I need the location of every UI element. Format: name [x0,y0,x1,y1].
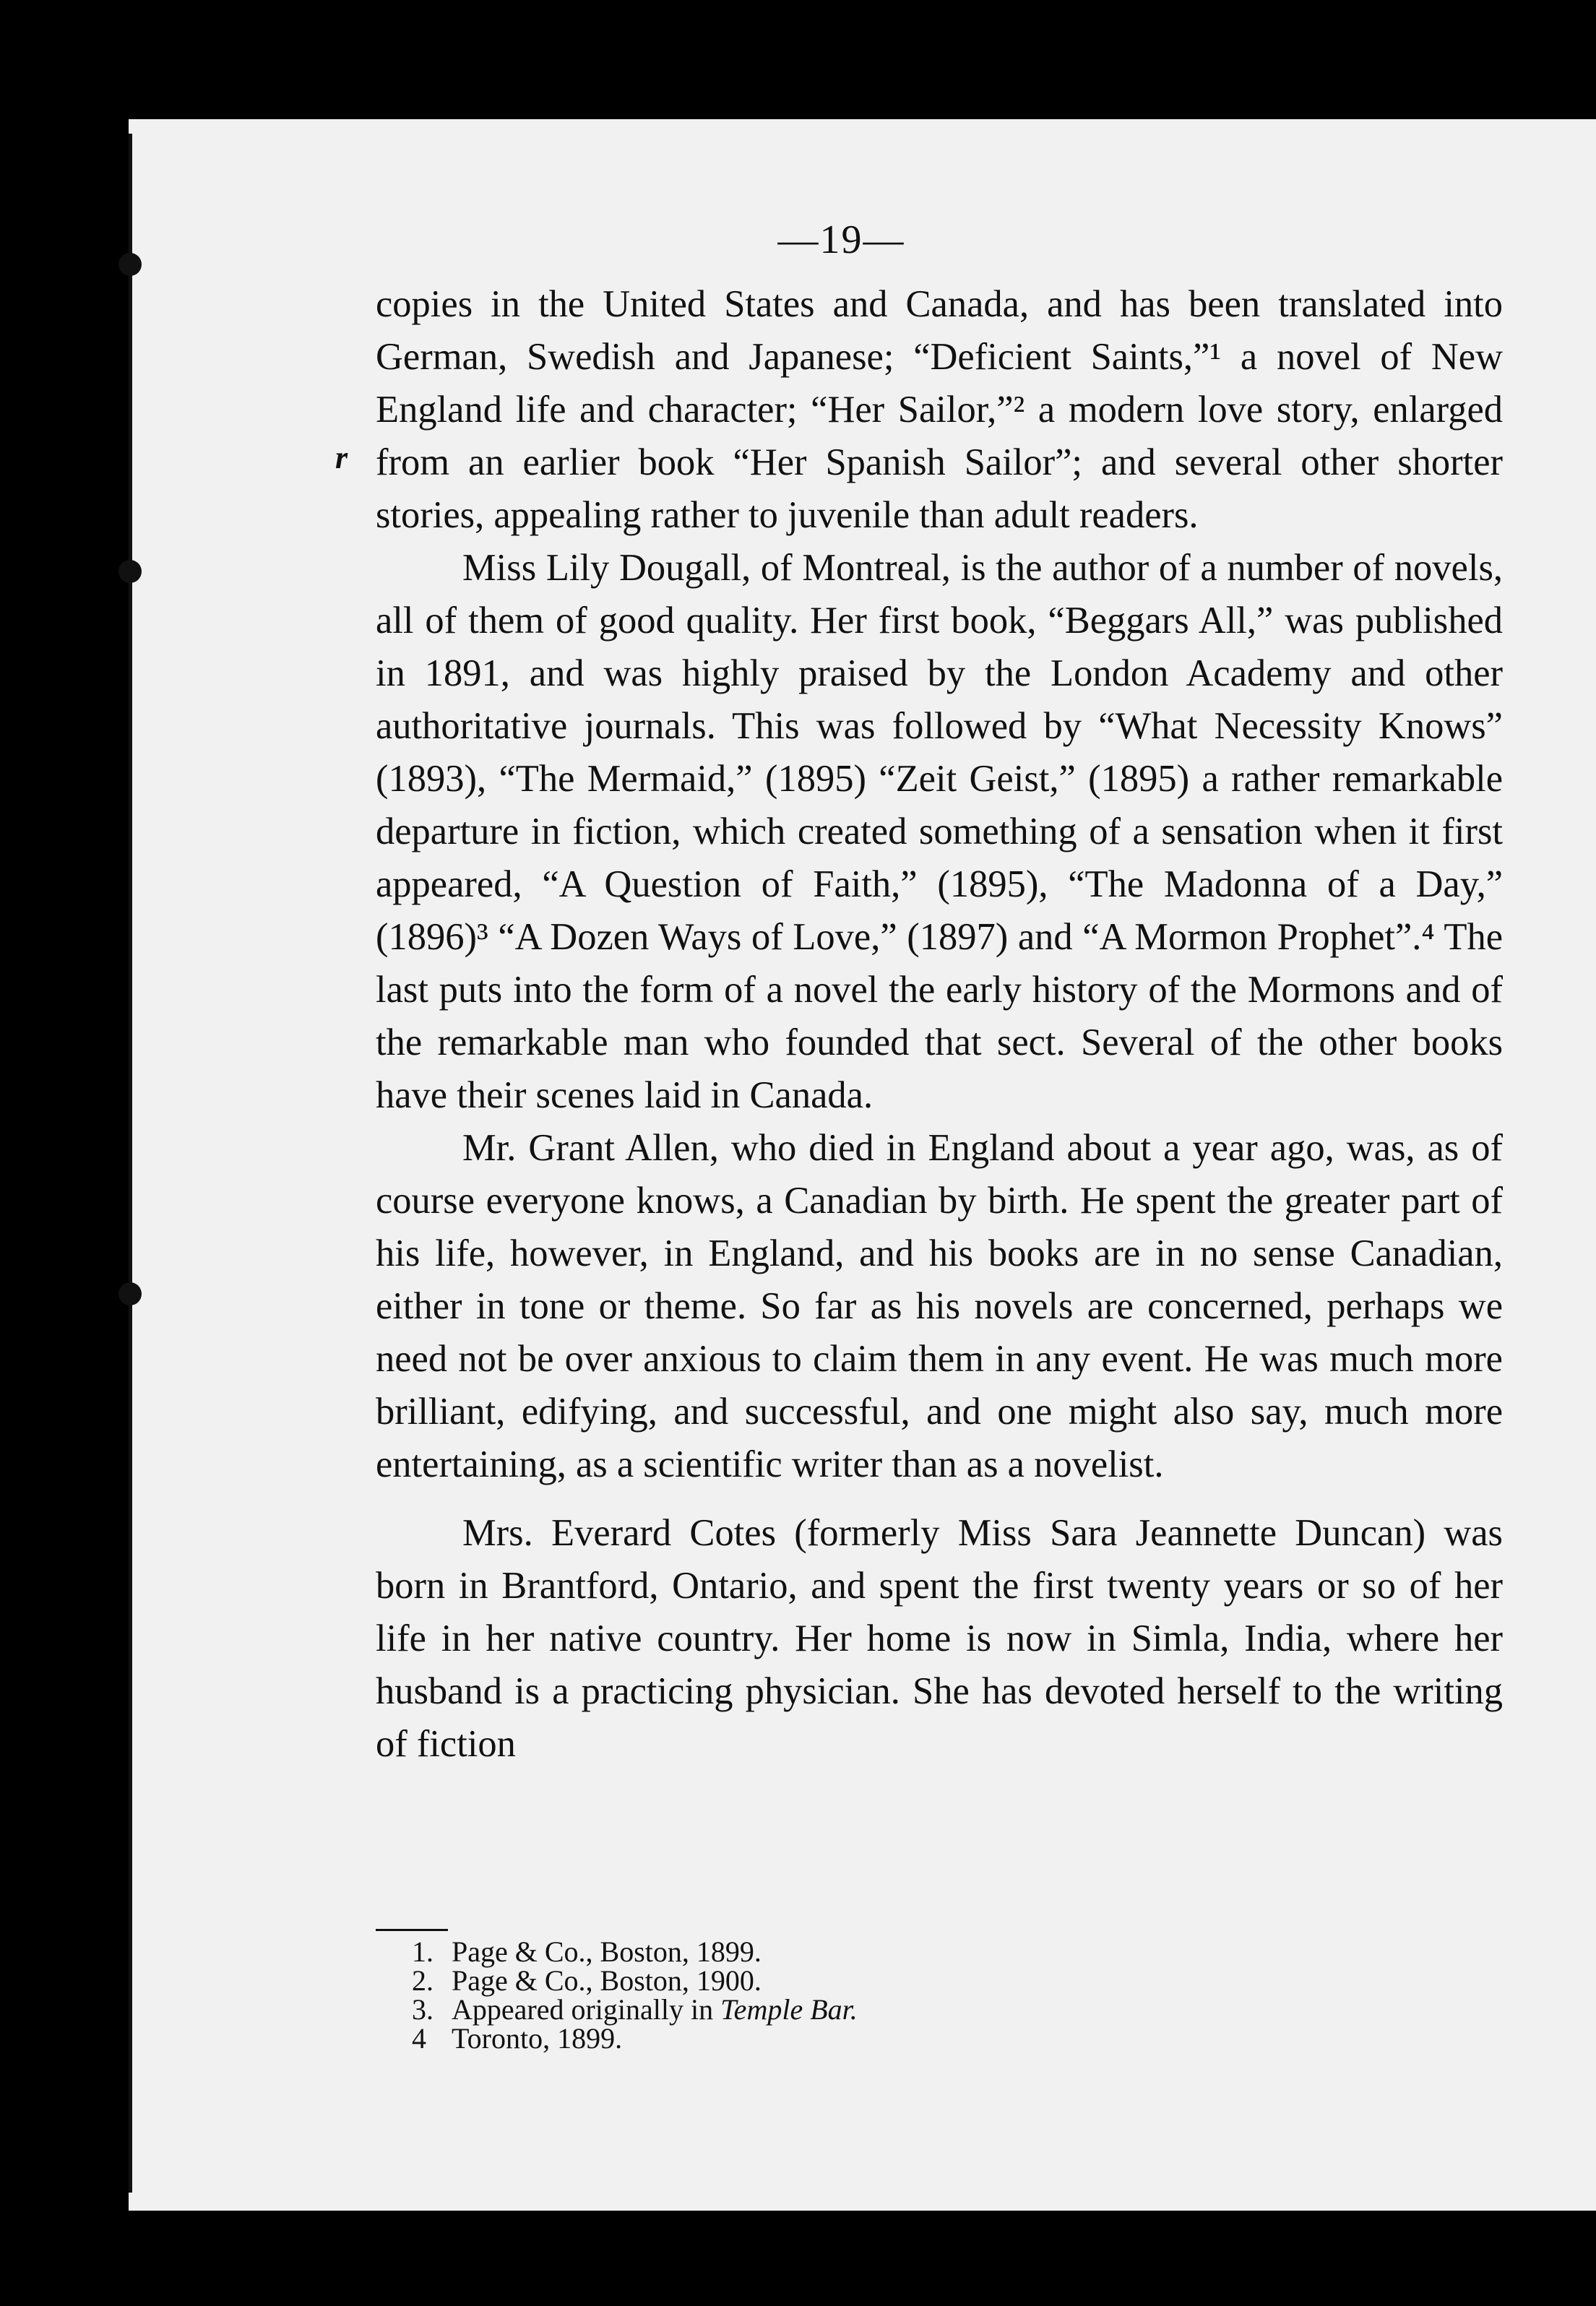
footnote [412,1935,1351,1968]
margin-mark: r [335,440,348,475]
footnote [412,1995,1351,2024]
binding-line [129,134,132,2193]
footnote-number: 1. [412,1935,433,1968]
footnote-number: 3. [412,1993,433,2026]
footnote-title: Temple Bar. [720,1993,858,2026]
paragraph: Mrs. Everard Cotes (formerly Miss Sara Jeannette Duncan) was born in Brantford, Ontario, and spent the first twenty years or so of her life in her native country. Her home is now in Simla, India, where her husband is a practicing physician. She has devoted herself to the writing of fiction [376,1512,1503,1765]
binding-mark [118,1282,142,1305]
footnote-text: Appeared originally in [452,1993,721,2026]
footnote-number: 2. [412,1964,433,1997]
binding-edge [117,134,143,2193]
footnote-rule [376,1929,448,1931]
paragraph: copies in the United States and Canada, and has been translated into German, Swedish and Japanese; “Deficient Saints,”¹ a novel of New England life and character; “Her Sailor,”² a modern love story, enlarged from an earlier book “Her Spanish Sailor”; and several other shorter stories, appealing rather to juvenile than adult readers. [376,283,1503,536]
footnote-text: Page & Co., Boston, 1900. [452,1964,762,1997]
binding-mark [118,560,142,583]
body-text [376,278,1503,1771]
footnote-text: Page & Co., Boston, 1899. [452,1935,762,1968]
footnote [412,2024,1351,2053]
footnotes [412,1935,1351,2055]
page-number: —19— [777,217,905,262]
footnote-number: 4 [412,2022,426,2055]
footnote [412,1966,1351,1995]
footnote-text: Toronto, 1899. [452,2022,623,2055]
paragraph: Miss Lily Dougall, of Montreal, is the author of a number of novels, all of them of good quality. Her first book, “Beggars All,” was published in 1891, and was highly praised by the London Academy and other authoritative journals. This was followed by “What Necessity Knows” (1893), “The Mermaid,” (1895) “Zeit Geist,” (1895) a rather remarkable departure in fiction, which created something of a sensation when it first appeared, “A Question of Faith,” (1895), “The Madonna of a Day,” (1896)³ “A Dozen Ways of Love,” (1897) and “A Mormon Prophet”.⁴ The last puts into the form of a novel the early history of the Mormons and of the remarkable man who founded that sect. Several of the other books have their scenes laid in Canada. [376,547,1503,1116]
paragraph: Mr. Grant Allen, who died in England about a year ago, was, as of course everyone knows, a Canadian by birth. He spent the greater part of his life, however, in England, and his books are in no sense Canadian, either in tone or theme. So far as his novels are concerned, perhaps we need not be over anxious to claim them in any event. He was much more brilliant, edifying, and successful, and one might also say, much more entertaining, as a scientific writer than as a novelist. [376,1127,1503,1485]
